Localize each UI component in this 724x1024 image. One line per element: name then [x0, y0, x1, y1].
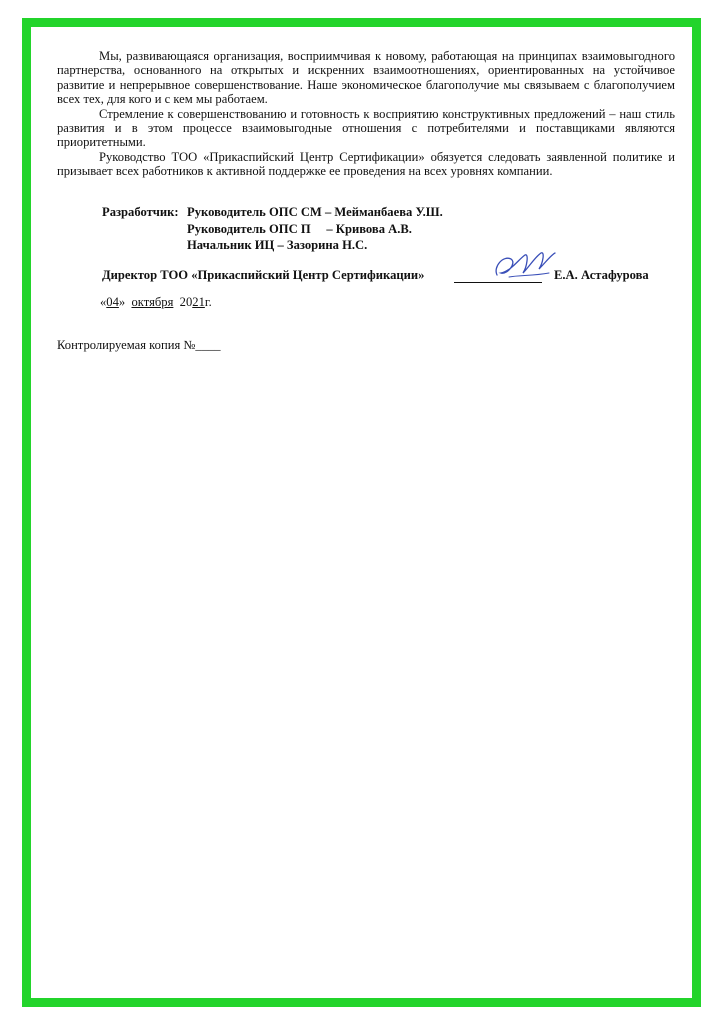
- page-border-frame: [22, 18, 701, 1007]
- date-year-end: г.: [204, 295, 212, 309]
- developers-label: Разработчик:: [102, 205, 179, 219]
- developer-line-1: Руководитель ОПС СМ – Мейманбаева У.Ш.: [187, 205, 443, 219]
- handwritten-signature: [489, 245, 559, 285]
- approval-date: [100, 295, 212, 310]
- developers-block: [102, 204, 443, 254]
- paragraph-2: Стремление к совершенствованию и готовность к восприятию конструктивных предложений – наш стиль развития и в этом процессе взаимовыгодные отношения с потребителями и поставщиками являются приоритетными.: [57, 106, 675, 150]
- date-open-quote: «: [100, 295, 107, 309]
- date-month: октября: [131, 295, 174, 309]
- date-day: 04: [106, 295, 119, 309]
- date-year-suffix: 21: [192, 295, 205, 309]
- director-name: Е.А. Астафурова: [554, 268, 649, 282]
- date-year-prefix: 20: [179, 295, 193, 309]
- controlled-copy-label: Контролируемая копия №____: [57, 338, 221, 352]
- developer-line-2: Руководитель ОПС П – Кривова А.В.: [187, 221, 412, 236]
- paragraph-1: Мы, развивающаяся организация, восприимчивая к новому, работающая на принципах взаимовыгодного партнерства, основанного на открытых и искренних взаимоотношениях, ориентированных на устойчивое развитие и непрерывное совершенствование. Наше экономическое благополучие мы связываем с благополучием всех тех, для кого и с кем мы работаем.: [57, 49, 675, 107]
- paragraph-3: Руководство ТОО «Прикаспийский Центр Сертификации» обязуется следовать заявленной политике и призывает всех работников к активной поддержке ее проведения на всех уровнях компании.: [57, 149, 675, 179]
- date-close-quote: »: [118, 295, 126, 309]
- director-title: Директор ТОО «Прикаспийский Центр Сертификации»: [102, 268, 425, 282]
- developer-line-3: Начальник ИЦ – Зазорина Н.С.: [187, 238, 368, 252]
- director-signature-row: [102, 268, 662, 283]
- policy-text: [57, 49, 675, 179]
